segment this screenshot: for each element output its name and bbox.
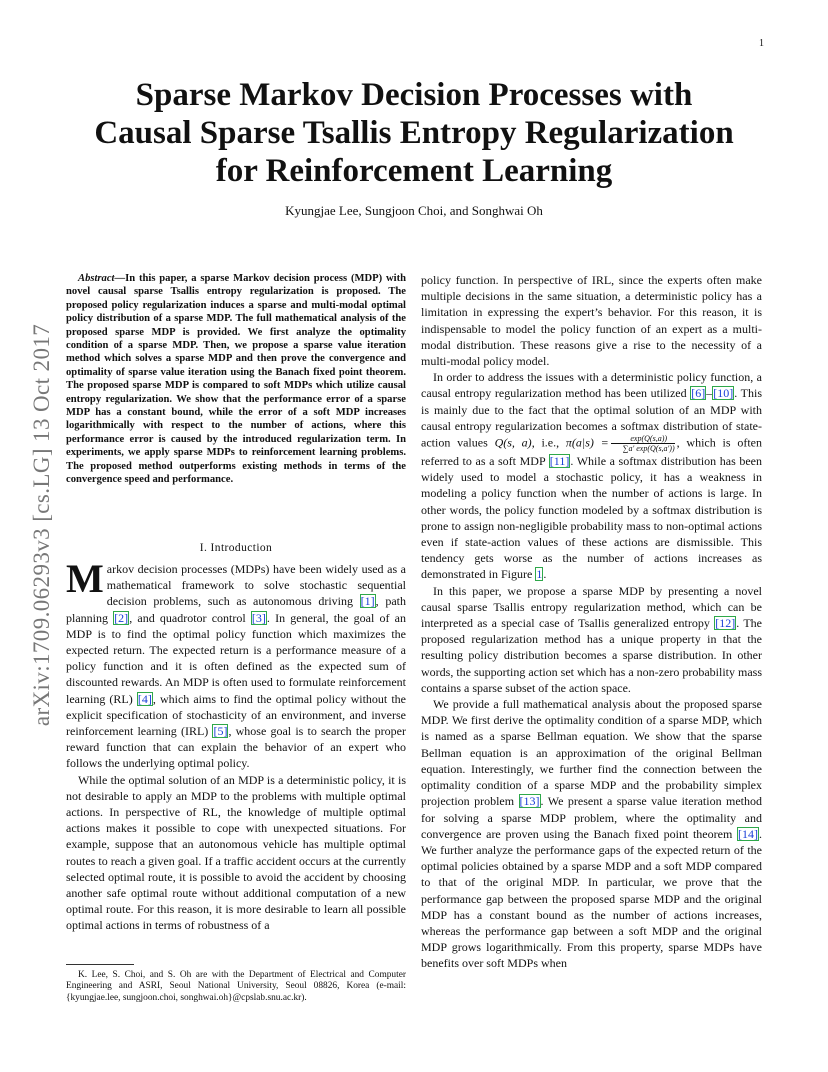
title-line: Causal Sparse Tsallis Entropy Regularization	[94, 115, 734, 151]
citation-link[interactable]: [3]	[251, 610, 266, 625]
section-heading: I. Introduction	[199, 542, 273, 554]
title-line: for Reinforcement Learning	[215, 153, 613, 189]
introduction-left	[66, 556, 407, 934]
fraction-denominator: ∑a′ exp(Q(s,a′))	[622, 444, 675, 454]
drop-cap: M	[66, 556, 104, 601]
author-footnote: K. Lee, S. Choi, and S. Oh are with the Department of Electrical and Computer Engineering and ASRI, Seoul National University, Seoul 08826, Korea (e-mail: {kyungjae.lee, sungjoon.choi, songhwai.oh}@cpslab.snu.ac.kr).	[66, 970, 406, 1003]
footnote-rule	[66, 964, 134, 965]
right-paragraph-3: In this paper, we propose a sparse MDP by presenting a novel causal sparse Tsallis entropy regularization method, which can be interpreted as a special case of Tsallis generalized entropy [12]. The proposed regularization method has a unique property in that the resulting policy distribution becomes a sparse distribution. In other words, the supporting action set which has a non-zero probability mass contains a sparse subset of the action space.	[421, 583, 762, 695]
right-paragraph-1: policy function. In perspective of IRL, since the experts often make multiple decisions in the same situation, a deterministic policy has a limitation in expressing the expert’s behavior. For this reason, it is indispensable to model the policy function of an expert as a multi-modal distribution. These reasons give a rise to the necessity of a multi-modal policy model.	[421, 273, 762, 369]
intro-paragraph-1: Markov decision processes (MDPs) have been widely used as a mathematical framework to solve stochastic sequential decision problems, such as autonomous driving [1], path planning [2], and quadrotor control [3]. In general, the goal of an MDP is to find the optimal policy function which maximizes the expected return. The expected return is a performance measure of a policy function and it is often defined as the expected sum of discounted rewards. An MDP is often used to formulate reinforcement learning (RL) [4], which aims to find the optimal policy without the explicit specification of stochasticity of an environment, and inverse reinforcement learning (IRL) [5], whose goal is to search the proper reward function that can explain the behavior of an expert who follows the underlying optimal policy.	[66, 556, 407, 771]
citation-link[interactable]: [2]	[114, 610, 129, 625]
arxiv-stamp-text: arXiv:1709.06293v3 [cs.LG] 13 Oct 2017	[29, 323, 54, 727]
page-number: 1	[759, 38, 764, 49]
right-paragraph-2: In order to address the issues with a deterministic policy function, a causal entropy regularization method has been utilized [6]–[10]. This is mainly due to the fact that the optimal solution of an MDP with causal entropy regularization becomes a softmax distribution of state-action values Q(s, a), i.e., π(a|s) = $\frac{\exp(Q(s,a))}{\sum a' \exp(Q(s,a'))}$ , which is often referred to as a soft MDP [11]. While a softmax distribution has been widely used to model a stochastic policy, it has a weakness in modeling a policy function when the number of actions is large. In other words, the policy function modeled by a softmax distribution is prone to assign non-negligible probability mass to non-optimal actions even if state-action values of these actions are dismissible. This tendency gets worse as the number of actions increases as demonstrated in Figure 1.	[421, 370, 762, 582]
citation-link[interactable]: [12]	[715, 616, 736, 631]
author-list: Kyungjae Lee, Sungjoon Choi, and Songhwai Oh	[285, 203, 543, 218]
arxiv-stamp	[22, 290, 62, 760]
math-qsa: Q(s, a)	[494, 435, 532, 450]
abstract-label: Abstract	[78, 273, 115, 284]
citation-link[interactable]: [13]	[519, 794, 540, 809]
title-line: Sparse Markov Decision Processes with	[135, 77, 693, 113]
right-paragraph-4: We provide a full mathematical analysis about the proposed sparse MDP. We first derive the optimality condition of a sparse MDP, which is named as a sparse Bellman equation. We show that the sparse Bellman equation is an approximation of the original Bellman equation. Interestingly, we further find the connection between the optimality condition of a sparse MDP and the probability simplex projection problem [13]. We present a sparse value iteration method for solving a sparse MDP problem, where the optimality and convergence are proven using the Banach fixed point theorem [14]. We further analyze the performance gaps of the expected return of the optimal policies obtained by a sparse MDP and a soft MDP compared to that of the original MDP. In particular, we prove that the performance gap between the proposed sparse MDP and the original MDP has a constant bound as the number of actions increases, whereas the performance gap between a soft MDP and the original MDP grows logarithmically. From this property, sparse MDPs have benefits over soft MDPs when	[421, 697, 763, 971]
abstract-text: In this paper, a sparse Markov decision process (MDP) with novel causal sparse Tsallis entropy regularization is proposed. The proposed policy regularization induces a sparse and multi-modal optimal policy distribution of a sparse MDP. The full mathematical analysis of the proposed sparse MDP is provided. We first analyze the optimality condition of a sparse MDP. Then, we propose a sparse value iteration method which solves a sparse MDP and then prove the convergence and optimality of sparse value iteration using the Banach fixed point theorem. The proposed sparse MDP is compared to soft MDPs which utilize causal entropy regularization. We show that the performance error of a sparse MDP has a constant bound, while the error of a soft MDP increases logarithmically with respect to the number of actions, where this performance error is caused by the introduced regularization term. In experiments, we apply sparse MDPs to reinforcement learning problems. The proposed method outperforms existing methods in terms of the convergence speed and performance.	[66, 273, 406, 486]
citation-link[interactable]: [5]	[213, 724, 228, 739]
citation-link[interactable]: [10]	[713, 386, 734, 401]
abstract: Abstract—In this paper, a sparse Markov decision process (MDP) with novel causal sparse Tsallis entropy regularization is proposed. The proposed policy regularization induces a sparse and multi-modal optimal policy distribution of a sparse MDP. The full mathematical analysis of the proposed sparse MDP is provided. We first analyze the optimality condition of a sparse MDP. Then, we propose a sparse value iteration method which solves a sparse MDP and then prove the convergence and optimality of sparse value iteration using the Banach fixed point theorem. The proposed sparse MDP is compared to soft MDPs which utilize causal entropy regularization. We show that the performance error of a sparse MDP has a constant bound, while the error of a soft MDP increases logarithmically with respect to the number of actions, where this performance error is caused by the introduced regularization term. In experiments, we apply sparse MDPs to reinforcement learning problems. The proposed method outperforms existing methods in terms of the convergence speed and performance.	[66, 273, 406, 486]
paper-title	[60, 76, 768, 190]
fraction-numerator: exp(Q(s,a))	[611, 434, 675, 444]
citation-link[interactable]: [1]	[360, 594, 375, 609]
citation-link[interactable]: [4]	[137, 691, 152, 706]
introduction-right	[421, 272, 762, 972]
softmax-fraction	[611, 434, 675, 453]
intro-paragraph-2: While the optimal solution of an MDP is a deterministic policy, it is not desirable to apply an MDP to the problems with multiple optimal actions. In perspective of RL, the knowledge of multiple optimal actions makes it possible to cope with unexpected situations. For example, suppose that an autonomous vehicle has multiple optimal routes to reach a given goal. If a traffic accident occurs at the currently selected optimal route, it is possible to avoid the accident by choosing another safe optimal route without additional computation of a new optimal route. For this reason, it is more desirable to learn all possible optimal actions in terms of robustness of a	[66, 772, 406, 933]
math-policy: π(a|s) =	[565, 435, 609, 450]
citation-link[interactable]: [11]	[549, 454, 570, 469]
citation-link[interactable]: [6]	[691, 386, 706, 401]
citation-link[interactable]: [14]	[738, 826, 758, 841]
figure-link[interactable]: 1	[536, 567, 543, 582]
